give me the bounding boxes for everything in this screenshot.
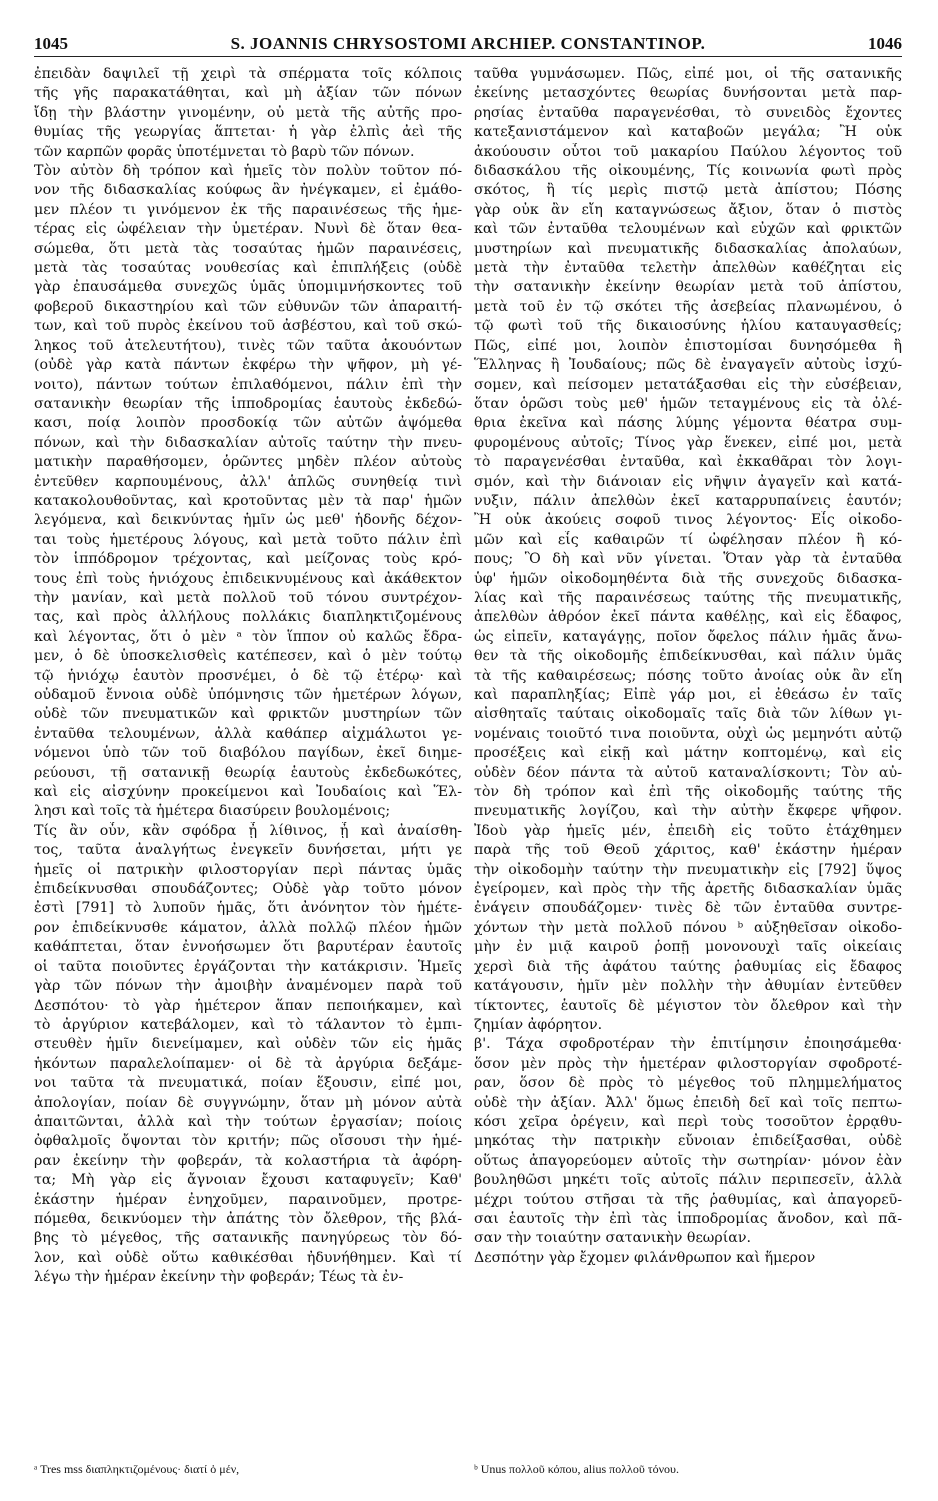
text-line: τα; Μὴ γὰρ εἰς ἄγνοιαν ἔχουσι καταφυγεῖν; Καθ' (34, 1172, 462, 1189)
text-line: καὶ λέγοντας, ὅτι ὁ μὲν ᵃ τὸν ἵππον οὐ καλῶς ἔδρα- (34, 628, 462, 645)
text-line: νόμενοι ὑπὸ τῶν τοῦ διαβόλου παγίδων, ἐκεῖ διημε- (34, 745, 462, 762)
text-line: Ἢ οὐκ ἀκούεις σοφοῦ τινος λέγοντος· Εἷς οἰκοδο- (474, 512, 902, 529)
text-line: μεν, ὁ δὲ ὑποσκελισθεὶς κατέπεσεν, καὶ ὁ μὲν τούτῳ (34, 648, 462, 665)
text-line: β'. Τάχα σφοδροτέραν τὴν ἐπιτίμησιν ἐποιησάμεθα· (474, 1036, 902, 1053)
text-line: ἐνάγειν σπουδάζομεν· τινὲς δὲ τῶν ἐνταῦθα συντρε- (474, 900, 902, 917)
text-line: ἀπαιτῶνται, ἀλλὰ καὶ τὴν τούτων ἐργασίαν; ποίοις (34, 1113, 462, 1130)
text-line: γὰρ τῶν πόνων τὴν ἀμοιβὴν ἀναμένομεν παρὰ τοῦ (34, 978, 462, 995)
text-line: ραν ἐκείνην τὴν φοβεράν, τὰ κολαστήρια τὰ ἀφόρη- (34, 1152, 462, 1169)
footnotes (34, 1462, 902, 1477)
text-line: ἐστὶ [791] τὸ λυποῦν ἡμᾶς, ὅτι ἀνόνητον τὸν ἡμέτε- (34, 900, 462, 917)
text-line: στευθὲν ἡμῖν διενείμαμεν, καὶ οὐδὲν τῶν εἰς ἡμᾶς (34, 1036, 462, 1053)
text-line: μέχρι τούτου στῆσαι τὰ τῆς ῥαθυμίας, καὶ ἀπαγορεῦ- (474, 1191, 902, 1208)
text-line: πους; Ὃ δὴ καὶ νῦν γίνεται. Ὅταν γὰρ τὰ ἐνταῦθα (474, 551, 902, 568)
footnote-right: ᵇ Unus πολλοῦ κόπου, alius πολλοῦ τόνου. (474, 1462, 679, 1476)
text-line: Τίς ἂν οὖν, κἂν σφόδρα ᾖ λίθινος, ᾖ καὶ ἀναίσθη- (34, 822, 462, 839)
text-line: σκότος, ἢ τίς μερὶς πιστῷ μετὰ ἀπίστου; Πόσης (474, 182, 902, 199)
text-line: τὸν ἱππόδρομον τρέχοντας, καὶ μείζονας τοὺς κρό- (34, 551, 462, 568)
text-line: σμόν, καὶ τὴν διάνοιαν εἰς νῆψιν ἀγαγεῖν καὶ κατά- (474, 473, 902, 490)
text-line: γὰρ οὐκ ἂν εἴη καταγνώσεως ἄξιον, ὅταν ὁ πιστὸς (474, 201, 902, 218)
text-line: σώμεθα, ὅτι μετὰ τὰς τοσαύτας ἡμῶν παραινέσεις, (34, 240, 462, 257)
text-line: προσέξεις καὶ εἰκῇ καὶ μάτην κοπτομένῳ, καὶ εἰς (474, 745, 902, 762)
text-line: ἐπειδὰν δαψιλεῖ τῇ χειρὶ τὰ σπέρματα τοῖς κόλποις (34, 66, 462, 82)
text-line: ἐντεῦθεν καρπουμένους, ἀλλ' ἁπλῶς συνηθείᾳ τινὶ (34, 473, 462, 490)
text-line: οὐδὲ τῶν πνευματικῶν καὶ φρικτῶν μυστηρίων τῶν (34, 706, 462, 723)
text-line: τῷ ἡνιόχῳ ἑαυτὸν προσνέμει, ὁ δὲ τῷ ἑτέρῳ· καὶ (34, 667, 462, 684)
text-line: πόνων, καὶ τὴν διδασκαλίαν αὐτοῖς ταύτην τὴν πνευ- (34, 434, 462, 451)
text-line: τους ἐπὶ τοὺς ἡνιόχους ἐπιδεικνυμένους καὶ ἀκάθεκτον (34, 570, 462, 587)
text-line: Δεσπότου· τὸ γὰρ ἡμέτερον ἅπαν πεποιήκαμεν, καὶ (34, 997, 462, 1014)
running-title: S. JOANNIS CHRYSOSTOMI ARCHIEP. CONSTANTINOP. (230, 34, 706, 53)
text-line: κατακολουθοῦντας, καὶ κροτοῦντας μὲν τὰ παρ' ἡμῶν (34, 492, 462, 509)
text-line: οὐδὲ τὴν ἀξίαν. Ἀλλ' ὅμως ἐπειδὴ δεῖ καὶ τοῖς πεπτω- (474, 1094, 902, 1111)
text-line: μῶν καὶ εἷς καθαιρῶν τί ὠφέλησαν πλέον ἢ κό- (474, 531, 902, 548)
text-line: διδασκάλου τῆς οἰκουμένης, Τίς κοινωνία φωτὶ πρὸς (474, 163, 902, 180)
text-line: κατάγουσιν, ἡμῖν μὲν πολλὴν τὴν ἀθυμίαν ἐντεῦθεν (474, 978, 902, 995)
text-line: λεγόμενα, καὶ δεικνύντας ἡμῖν ὡς μεθ' ἡδονῆς δέχον- (34, 512, 462, 529)
text-line: νοι ταῦτα τὰ πνευματικά, ποίαν ἕξουσιν, εἰπέ μοι, (34, 1075, 462, 1092)
text-line: ληκος τοῦ ἀτελευτήτου), τινὲς τῶν ταῦτα ἀκουόντων (34, 337, 462, 354)
text-line: ζημίαν ἀφόρητον. (474, 1016, 603, 1033)
text-line: ταῦθα γυμνάσωμεν. Πῶς, εἰπέ μοι, οἱ τῆς σατανικῆς (474, 66, 902, 82)
running-header (34, 30, 902, 57)
text-line: σαν τὴν τοιαύτην σατανικὴν θεωρίαν. (474, 1230, 751, 1247)
text-line: φοβεροῦ δικαστηρίου καὶ τῶν εὐθυνῶν τῶν ἀπαραιτή- (34, 298, 462, 315)
text-line: ἴδῃ τὴν βλάστην γινομένην, οὐ μετὰ τῆς αὐτῆς προ- (34, 104, 462, 121)
text-line: τίκτοντες, ἑαυτοῖς δὲ μέγιστον τὸν ὄλεθρον καὶ τὴν (474, 997, 902, 1014)
text-line: ὀφθαλμοῖς ὄψονται τὸν κριτήν; πῶς οἴσουσι τὴν ἡμέ- (34, 1133, 462, 1150)
text-line: τῆς γῆς παρακατάθηται, καὶ μὴ ἀξίαν τῶν πόνων (34, 85, 462, 102)
text-line: μετὰ τὴν ἐνταῦθα τελετὴν ἀπελθὼν καθέζηται εἰς (474, 260, 902, 277)
text-line: τὴν οἰκοδομὴν ταύτην τὴν πνευματικὴν εἰς [792] ὕψος (474, 861, 902, 878)
text-line: πόμεθα, δεικνύομεν τὴν ἀπάτης τὸν ὄλεθρον, τῆς βλά- (34, 1210, 462, 1227)
text-line: ὑφ' ἡμῶν οἰκοδομηθέντα διὰ τῆς συνεχοῦς διδασκα- (474, 570, 902, 587)
text-line: ρον ἐπιδείκνυσθε κάματον, ἀλλὰ πολλῷ πλέον ἡμῶν (34, 919, 462, 936)
text-line: μεν πλέον τι γινόμενον ἐκ τῆς παραινέσεως τῆς ἡμε- (34, 201, 462, 218)
text-line: καὶ παραπληξίας; Εἰπὲ γάρ μοι, εἰ ἐθεάσω ἐν ταῖς (474, 687, 902, 703)
text-line: λησι καὶ τοῖς τὰ ἡμέτερα διασύρειν βουλομένοις; (34, 803, 391, 820)
text-line: ὡς εἰπεῖν, καταγάγῃς, ποῖον ὄφελος πάλιν ἡμᾶς ἄνω- (474, 628, 902, 645)
text-line: κατεξανιστάμενον καὶ καταβοῶν μεγάλα; Ἢ οὐκ (474, 124, 902, 141)
text-line: κασι, ποίᾳ λοιπὸν προσδοκίᾳ τῶν αὐτῶν ἀψόμεθα (34, 415, 462, 432)
text-line: γὰρ ἐπαυσάμεθα συνεχῶς ὑμᾶς ὑπομιμνήσκοντες τοῦ (34, 279, 462, 296)
text-line: θεν τὰ τῆς οἰκοδομῆς ἐπιδείκνυσθαι, καὶ πάλιν ὑμᾶς (474, 648, 902, 665)
text-line: τὸν δὴ τρόπον καὶ ἐπὶ τῆς οἰκοδομῆς ταύτης τῆς (474, 784, 902, 801)
text-line: ραν, ὅσον δὲ πρὸς τὸ μέγεθος τοῦ πλημμελήματος (474, 1075, 902, 1092)
text-line: φυρομένους αὐτοῖς; Τίνος γὰρ ἕνεκεν, εἰπέ μοι, μετὰ (474, 434, 902, 451)
text-line: ἀκούουσιν οὗτοι τοῦ μακαρίου Παύλου λέγοντος τοῦ (474, 143, 902, 160)
text-line: σαι ἑαυτοῖς τὴν ἐπὶ τὰς ἱπποδρομίας ἄνοδον, καὶ πᾶ- (474, 1210, 902, 1227)
text-line: οὕτως ἀπαγορεύομεν αὐτοῖς τὴν σωτηρίαν· μόνον ἐὰν (474, 1152, 902, 1169)
text-line: βης τὸ μέγεθος, τῆς σατανικῆς πανηγύρεως τὸν δό- (34, 1230, 462, 1247)
text-line: κόσι χεῖρα ὀρέγειν, καὶ περὶ τοὺς τοσοῦτον ἐρρᾳθυ- (474, 1113, 902, 1130)
text-line: τὸ ἀργύριον κατεβάλομεν, καὶ τὸ τάλαντον τὸ ἐμπι- (34, 1016, 462, 1033)
text-line: μηκότας τὴν πατρικὴν εὔνοιαν ἐπιδείξασθαι, οὐδὲ (474, 1133, 902, 1150)
text-line: τέρας εἰς ὠφέλειαν τὴν ὑμετέραν. Νυνὶ δὲ ὅταν θεα- (34, 221, 462, 238)
text-line: ἐπιδείκνυσθαι σπουδάζοντες; Οὐδὲ γὰρ τοῦτο μόνον (34, 881, 462, 898)
text-line: λέγω τὴν ἡμέραν ἐκείνην τὴν φοβεράν; Τέως τὰ ἐν- (34, 1269, 404, 1286)
text-line: Τὸν αὐτὸν δὴ τρόπον καὶ ἡμεῖς τὸν πολὺν τοῦτον πό- (34, 163, 462, 180)
footnote-left: ᵃ Tres mss διαπληκτιζομένους· διατί ὁ μέν, (34, 1462, 240, 1476)
text-line: τος, ταῦτα ἀναλγήτως ἐνεγκεῖν δυνήσεται, μήτι γε (34, 842, 462, 859)
text-line: θυμίας τῆς γεωργίας ἅπτεται· ἡ γὰρ ἐλπὶς ἀεὶ τῆς (34, 124, 462, 141)
text-line: ρησίας ἐνταῦθα παραγενέσθαι, τὸ συνειδὸς ἔχοντες (474, 104, 902, 121)
left-column (34, 65, 462, 1288)
text-line: Ἰδοὺ γὰρ ἡμεῖς μέν, ἐπειδὴ εἰς τοῦτο ἐτάχθημεν (474, 822, 902, 839)
text-line: οὐδαμοῦ ἔννοια οὐδὲ ὑπόμνησις τῶν ἡμετέρων λόγων, (34, 687, 462, 703)
text-line: Δεσπότην γὰρ ἔχομεν φιλάνθρωπον καὶ ἥμερον (474, 1249, 816, 1266)
text-line: ἡμεῖς οἱ πατρικὴν φιλοστοργίαν περὶ πάντας ὑμᾶς (34, 861, 462, 878)
text-line: θρια ἐκεῖνα καὶ πάσης λύμης γέμοντα θέατρα συμ- (474, 415, 902, 432)
text-line: τὴν μανίαν, καὶ μετὰ πολλοῦ τοῦ τόνου συντρέχον- (34, 589, 462, 606)
page-number-left: 1045 (34, 34, 68, 53)
text-line: των, καὶ τοῦ πυρὸς ἐκείνου τοῦ ἀσβέστου, καὶ τοῦ σκώ- (34, 318, 462, 335)
text-line: νον τῆς διδασκαλίας κούφως ἂν ἠνέγκαμεν, εἰ ἐμάθο- (34, 182, 462, 199)
text-line: ρεύουσι, τῇ σατανικῇ θεωρίᾳ ἑαυτοὺς ἐκδεδωκότες, (34, 764, 462, 781)
text-line: λον, καὶ οὐδὲ οὕτω καθικέσθαι ἠδυνήθημεν. Καὶ τί (34, 1249, 462, 1266)
text-line: μὴν ἐν μιᾷ καιροῦ ῥοπῇ μονονουχὶ ταῖς οἰκείαις (474, 939, 902, 956)
text-line: νοιτο), πάντων τούτων ἐπιλαθόμενοι, πάλιν ἐπὶ τὴν (34, 376, 462, 393)
text-line: καὶ εἰς αἰσχύνην προκείμενοι καὶ Ἰουδαίοις καὶ Ἕλ- (34, 784, 462, 801)
text-line: ματικὴν παραθήσομεν, ὁρῶντες μηδὲν πλέον αὐτοὺς (34, 454, 462, 471)
text-line: αἰσθηταῖς ταύταις οἰκοδομαῖς ταῖς διὰ τῶν λίθων γι- (474, 706, 902, 723)
text-line: τὰ τῆς καθαιρέσεως; πόσης τοῦτο ἀνοίας οὐκ ἂν εἴη (474, 667, 902, 684)
text-line: Πῶς, εἰπέ μοι, λοιπὸν ἐπιστομίσαι δυνησόμεθα ἢ (474, 337, 902, 354)
text-line: καθάπτεται, ὅταν ἐννοήσωμεν ὅτι βαρυτέραν ἑαυτοῖς (34, 939, 462, 956)
right-column (474, 65, 902, 1288)
text-line: σατανικὴν θεωρίαν τῆς ἱπποδρομίας ἑαυτοὺς ἐκδεδώ- (34, 395, 462, 412)
text-line: ἑκάστην ἡμέραν ἐνηχοῦμεν, παραινοῦμεν, προτρε- (34, 1191, 462, 1208)
text-line: ὅσον μὲν πρὸς τὴν ἡμετέραν φιλοστοργίαν σφοδροτέ- (474, 1055, 902, 1072)
text-line: ται τοὺς ἡμετέρους λόγους, καὶ μετὰ τοῦτο πάλιν ἐπὶ (34, 531, 462, 548)
text-line: νομέναις τοιοῦτό τινα ποιοῦντα, οὐχὶ ὡς μεμηνότι αὐτῷ (474, 725, 902, 742)
text-line: παρὰ τῆς τοῦ Θεοῦ χάριτος, καθ' ἑκάστην ἡμέραν (474, 842, 902, 859)
page-number-right: 1046 (868, 34, 902, 53)
text-line: σομεν, καὶ πείσομεν μετατάξασθαι εἰς τὴν εὐσέβειαν, (474, 376, 902, 393)
text-line: καὶ τῶν ἐνταῦθα τελουμένων καὶ εὐχῶν καὶ φρικτῶν (474, 221, 902, 238)
text-line: μυστηρίων καὶ πνευματικῆς διδασκαλίας ἀπολαύων, (474, 240, 902, 257)
text-line: οὐδὲν δέον πάντα τὰ αὐτοῦ καταναλίσκοντι; Τὸν αὐ- (474, 764, 902, 781)
text-line: χόντων τὴν μετὰ πολλοῦ πόνου ᵇ αὐξηθεῖσαν οἰκοδο- (474, 919, 902, 936)
text-line: ἀπελθὼν ἀθρόον ἐκεῖ πάντα καθέλῃς, καὶ εἰς ἔδαφος, (474, 609, 902, 626)
text-line: Ἕλληνας ἢ Ἰουδαίους; πῶς δὲ ἐναγαγεῖν αὐτοὺς ἰσχύ- (474, 357, 902, 374)
text-line: (οὐδὲ γὰρ κατὰ πάντων ἐκφέρω τὴν ψῆφον, μὴ γέ- (34, 357, 462, 374)
text-line: ὅταν ὁρῶσι τοὺς μεθ' ἡμῶν τεταγμένους εἰς τὰ ὀλέ- (474, 395, 902, 412)
text-line: οἱ ταῦτα ποιοῦντες ἐργάζονται τὴν κατάκρισιν. Ἡμεῖς (34, 958, 462, 975)
text-line: τὸ παραγενέσθαι ἐνταῦθα, καὶ ἐκκαθᾶραι τὸν λογι- (474, 454, 902, 471)
text-line: ἐνταῦθα τελουμένων, ἀλλὰ καθάπερ αἰχμάλωτοι γε- (34, 725, 462, 742)
text-line: ἡκόντων παραλελοίπαμεν· οἱ δὲ τὰ ἀργύρια δεξάμε- (34, 1055, 462, 1072)
text-line: τῶν καρπῶν φορᾶς ὑποτέμνεται τὸ βαρὺ τῶν πόνων. (34, 143, 415, 160)
text-line: τας, καὶ πρὸς ἀλλήλους πολλάκις διαπληκτιζομένους (34, 609, 462, 626)
text-line: νυξιν, πάλιν ἀπελθὼν ἐκεῖ καταρρυπαίνεις ἑαυτόν; (474, 492, 902, 509)
text-line: λίας καὶ τῆς παραινέσεως ταύτης τῆς πνευματικῆς, (474, 589, 902, 606)
text-line: ἀπολογίαν, ποίαν δὲ συγγνώμην, ὅταν μὴ μόνον αὐτὰ (34, 1094, 462, 1111)
text-line: ἐγείρομεν, καὶ πρὸς τὴν τῆς ἀρετῆς διδασκαλίαν ὑμᾶς (474, 881, 902, 898)
text-columns (34, 65, 902, 1288)
text-line: μετὰ τὰς τοσαύτας νουθεσίας καὶ ἐπιπλήξεις (οὐδὲ (34, 260, 462, 277)
text-line: τῷ φωτὶ τοῦ τῆς δικαιοσύνης ἡλίου καταυγασθείς; (474, 318, 902, 335)
text-line: ἐκείνης μετασχόντες θεωρίας δυνήσονται μετὰ παρ- (474, 85, 902, 102)
text-line: βουληθῶσι μηκέτι τοῖς αὐτοῖς πάλιν περιπεσεῖν, ἀλλὰ (474, 1172, 902, 1189)
text-line: τὴν σατανικὴν ἐκείνην θεωρίαν μετὰ τοῦ ἀπίστου, (474, 279, 902, 296)
text-line: χερσὶ διὰ τῆς ἀφάτου ταύτης ῥαθυμίας εἰς ἔδαφος (474, 958, 902, 975)
text-line: πνευματικῆς λογίζου, καὶ τὴν αὐτὴν ἔκφερε ψῆφον. (474, 803, 902, 820)
text-line: μετὰ τοῦ ἐν τῷ σκότει τῆς ἀσεβείας πλανωμένου, ὁ (474, 298, 902, 315)
